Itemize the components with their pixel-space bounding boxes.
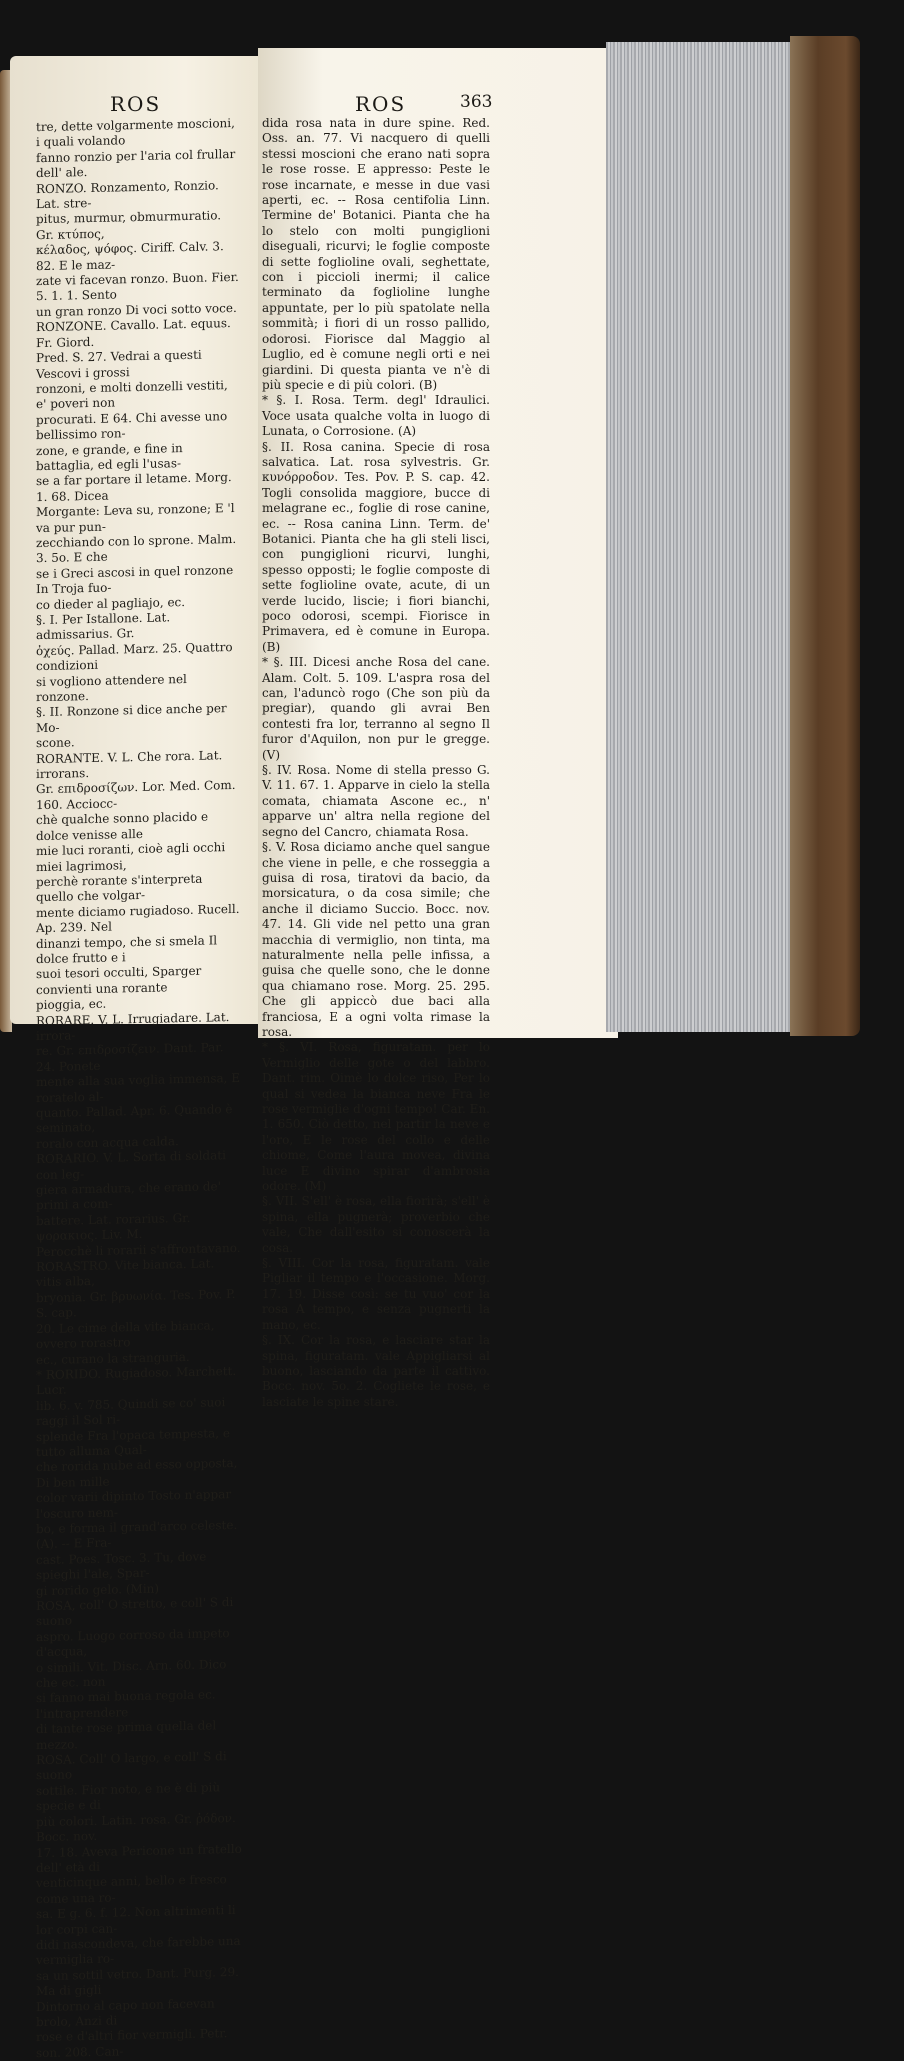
left-line: pioggia, ec. — [36, 996, 107, 1013]
left-line: perchè rorante s'interpreta quello che volgar- — [36, 871, 203, 905]
left-line: sa. E g. 6. f. 12. Non altrimenti li lor corpi can- — [36, 1903, 236, 1937]
left-line: battere. Lat. rorarius. Gr. ψορακιος. Liv. M. — [36, 1210, 191, 1244]
left-line: Gr. επιδροσίζων. Lor. Med. Com. 160. Acciocc- — [36, 778, 236, 813]
page-block-edge — [606, 42, 820, 1032]
right-paragraph: §. IX. Cor la rosa, e lasciare star la spina, figuratam. vale Appigliarsi al buono, lasciando da parte il cattivo. Bocc. nov. 5o. 2. Cogliete le rose, e lasciate le spine stare. — [262, 1333, 490, 1409]
right-paragraph: §. V. Rosa diciamo anche quel sangue che viene in pelle, e che rosseggia a guisa di rosa, tiratovi da bacio, da morsicatura, o da cosa simile; che anche il diciamo Succio. Bocc. nov. 47. 14. Gli vide nel petto una gran macchia di vermiglio, non tinta, ma naturalmente nella pelle infissa, a guisa che quelle sono, che le donne qua chiamano rose. Morg. 25. 295. Che gli appiccò due baci alla franciosa, E a ogni volta rimase la rosa. — [262, 840, 490, 1039]
left-line: di tante rose prima quella del mezzo. — [36, 1718, 217, 1752]
left-line: chè qualche sonno placido e dolce venisse alle — [36, 809, 209, 843]
right-paragraph: §. VIII. Cor la rosa, figuratam. vale Pigliar il tempo e l'occasione. Morg. 17. 19. Disse così: se tu vuo' cor la rosa A tempo, e senza pugnerti la mano, ec. — [262, 1256, 490, 1332]
left-line: co dieder al pagliajo, ec. — [36, 594, 186, 612]
left-line: si vogliono attendere nel ronzone. — [36, 671, 187, 705]
left-line: si fanno mai buona regola ec. l'intraprendere — [36, 1687, 216, 1722]
right-paragraph: * §. I. Rosa. Term. degl' Idraulici. Voce usata qualche volta in luogo di Lunata, o Corrosione. (A) — [262, 393, 490, 439]
left-line: zate vi facevan ronzo. Buon. Fier. 5. 1. 1. Sento — [36, 269, 239, 304]
left-line: che rorida nube ad esso opposta, Di ben mille — [36, 1456, 238, 1490]
left-line: ὀχεύς. Pallad. Marz. 25. Quattro condizioni — [36, 639, 233, 674]
left-line: RORASTRO. Vite bianca. Lat. vitis alba, — [36, 1256, 215, 1290]
right-column-text — [262, 116, 490, 1410]
left-line: mie luci roranti, cioè agli occhi miei lagrimosi, — [36, 840, 226, 874]
left-line: roralo con acqua calda. — [36, 1133, 179, 1151]
left-line: sa un sottil vetro. Dant. Purg. 29. Ma di gigli — [36, 1964, 239, 1999]
left-line: splende Fra l'opaca tempesta, e tutto alluma Qual- — [36, 1425, 230, 1460]
left-line: κέλαδος, ψόφος. Ciriff. Calv. 3. 82. E le maz- — [36, 239, 224, 273]
running-header-right: ROS — [355, 92, 407, 116]
left-line: mente diciamo rugiadoso. Rucell. Ap. 239. Nel — [36, 901, 240, 936]
left-line: quanto. Pallad. Apr. 6. Quando è seminato, — [36, 1102, 233, 1136]
left-line: RONZONE. Cavallo. Lat. equus. Fr. Giord. — [36, 316, 231, 350]
right-paragraph: §. VII. S'ell' è rosa, ella fiorirà; s'ell' è spina, ella pugnerà; proverbio che vale, Che dall'esito si conoscerà la cosa. — [262, 1194, 490, 1255]
left-line: RORANTE. V. L. Che rora. Lat. irrorans. — [36, 747, 223, 782]
left-line: giera armadura, che erano de' primi a com- — [36, 1179, 221, 1213]
left-line: ronzoni, e molti donzelli vestiti, e' poveri non — [36, 378, 228, 412]
left-line: rose e d'altri fior vermigli. Petr. son. 208. Can- — [36, 2026, 228, 2060]
right-paragraph: §. II. Rosa canina. Specie di rosa salvatica. Lat. rosa sylvestris. Gr. κυνόρροδον. Tes. Pov. P. S. cap. 42. Togli consolida maggiore, bucce di melagrane ec., foglie di rose canine, ec. -- Rosa canina Linn. Term. de' Botanici. Pianta che ha gli steli lisci, con pungiglioni ricurvi, lunghi, spesso opposti; le foglie composte di sette foglioline ovate, acute, di un verde lucido, liscie; i fiori bianchi, poco odorosi, scempi. Fiorisce in Primavera, ed è comune in Europa. (B) — [262, 439, 490, 654]
left-line: re. Gr. επιδροσίζειν. Dant. Par. 24. Ponete — [36, 1040, 224, 1074]
left-line: cast. Poes. Tosc. 3. Tu, dove spieghi l'ale, Spar- — [36, 1549, 207, 1583]
left-line: RORARIO. V. L. Sorta di soldati con leg- — [36, 1148, 226, 1182]
left-line: ROSA, coll' O stretto, e coll' S di suono — [36, 1595, 234, 1629]
left-line: un gran ronzo Di voci sotto voce. — [36, 300, 237, 320]
left-line: fanno ronzio per l'aria col frullar dell' ale. — [36, 146, 236, 181]
left-line: se i Greci ascosi in quel ronzone In Troja fuo- — [36, 562, 234, 597]
left-line: color varii dipinto Tosto n'appar l'oscuro nem- — [36, 1487, 232, 1521]
left-line: scone. — [36, 735, 75, 751]
left-line: 20. Le cime della vite bianca, ovvero rorastro — [36, 1318, 215, 1352]
left-line: pitus, murmur, obmurmuratio. Gr. κτύπος, — [36, 208, 222, 243]
left-line: §. II. Ronzone si dice anche per Mo- — [36, 701, 227, 736]
left-column-text — [36, 116, 242, 2061]
right-paragraph: * §. VI. Rosa, figuratam. per lo Vermiglio delle gote o del labbro. Dant. rim. Oimè lo dolce riso, Per lo qual si vedea la bianca neve Fra le rose vermiglie d'ogni tempo! Car. En. 1. 650. Ciò detto, nel partir la neve e l'oro, E le rose del collo e delle chiome, Come l'aura movea, divina luce E divino spirar d'ambrosia odore. (M) — [262, 1040, 490, 1194]
right-paragraph: * §. III. Dicesi anche Rosa del cane. Alam. Colt. 5. 109. L'aspra rosa del can, l'aduncò rogo (Che son più da pregiar), quando gli avrai Ben contesti fra lor, terranno al segno Il furor d'Aquilon, non pur le gregge. (V) — [262, 655, 490, 762]
left-line: gi rorido gelo. (Min) — [36, 1581, 160, 1598]
left-line: §. I. Per Istallone. Lat. admissarius. Gr. — [36, 610, 171, 643]
running-header-left: ROS — [110, 92, 162, 116]
left-line: Pred. S. 27. Vedrai a questi Vescovi i grossi — [36, 347, 202, 381]
left-line: zecchiando con lo sprone. Malm. 3. 5o. E che — [36, 531, 237, 566]
right-paragraph: §. IV. Rosa. Nome di stella presso G. V. 11. 67. 1. Apparve in cielo la stella comata, chiamata Ascone ec., n' apparve un' altra nella regione del segno del Cancro, chiamata Rosa. — [262, 763, 490, 839]
page-number: 363 — [460, 92, 493, 112]
left-line: sottile. Fior noto, e ne è di più specie e di — [36, 1780, 221, 1814]
left-line: venticinque anni, bello e fresco come una ro- — [36, 1872, 227, 1906]
left-line: se a far portare il letame. Morg. 1. 68. Dicea — [36, 470, 232, 504]
left-line: mente alla sua voglia immensa, E roratelo al- — [36, 1071, 241, 1105]
left-line: tre, dette volgarmente moscioni, i quali volando — [36, 115, 235, 150]
left-line: Morgante: Leva su, ronzone; E 'l va pur pun- — [36, 501, 235, 535]
left-line: dinanzi tempo, che si smela Il dolce frutto e i — [36, 932, 218, 967]
left-line: aspro. Luogo corroso da impeto d'acqua, — [36, 1625, 230, 1660]
left-line: * RORIDO. Rugiadoso. Marchett. Lucr. — [36, 1363, 237, 1398]
left-line: ROSA. Coll' O largo, e coll' S di suono — [36, 1749, 227, 1783]
left-line: ec., curano la stranguria. — [36, 1349, 190, 1367]
left-line: bryonia. Gr. βρυωνία. Tes. Pov. P. S. cap. — [36, 1286, 236, 1321]
right-paragraph: dida rosa nata in dure spine. Red. Oss. an. 77. Vi nacquero di quelli stessi moscioni che erano nati sopra le rose rosse. E appresso: Peste le rose incarnate, e messe in due vasi aperti, ec. -- Rosa centifolia Linn. Termine de' Botanici. Pianta che ha lo stelo con molti pungiglioni diseguali, ricurvi; le foglie composte di sette foglioline ovali, seghettate, con i piccioli inermi; il calice terminato da foglioline lunghe appuntate, per lo più spatolate nella sommità; i fiori di un rosso pallido, odorosi. Fiorisce dal Maggio al Luglio, ed è comune negli orti e nei giardini. Di questa pianta ve n'è di più specie e di più colori. (B) — [262, 116, 490, 392]
left-line: suoi tesori occulti, Sparger convienti una rorante — [36, 964, 202, 997]
left-line: 17. 18. Aveva Pericone un fratello dell' età di — [36, 1841, 242, 1876]
left-line: RORARE. V. L. Irrugiadare. Lat. irrora- — [36, 1009, 230, 1044]
left-line: RONZO. Ronzamento, Ronzio. Lat. stre- — [36, 177, 219, 212]
book-cover-board — [790, 36, 860, 1036]
left-line: lib. 6. v. 785. Quindi se co' suoi raggi il Sol ri- — [36, 1394, 226, 1429]
left-line: zone, e grande, e fine in battaglia, ed egli l'usas- — [36, 440, 183, 474]
left-line: Perocchè li rorarii s'affrontavano. — [36, 1240, 241, 1259]
left-line: didi nascondeva, che farebbe una vermiglia ro- — [36, 1933, 241, 1968]
left-line: o simili. Vit. Disc. Arn. 60. Dico che ec. non — [36, 1656, 227, 1691]
left-line: più colori. Latin. rosa. Gr. ῥόδον. Bocc. nov. — [36, 1810, 236, 1845]
left-line: procurati. E 64. Chi avesse uno bellissimo ron- — [36, 408, 228, 443]
left-line: Dintorno al capo non facevan brolo, Anzi di — [36, 1995, 215, 2030]
left-line: bo, e forma il grand'arco celeste. (A). -- E Fra- — [36, 1517, 238, 1552]
